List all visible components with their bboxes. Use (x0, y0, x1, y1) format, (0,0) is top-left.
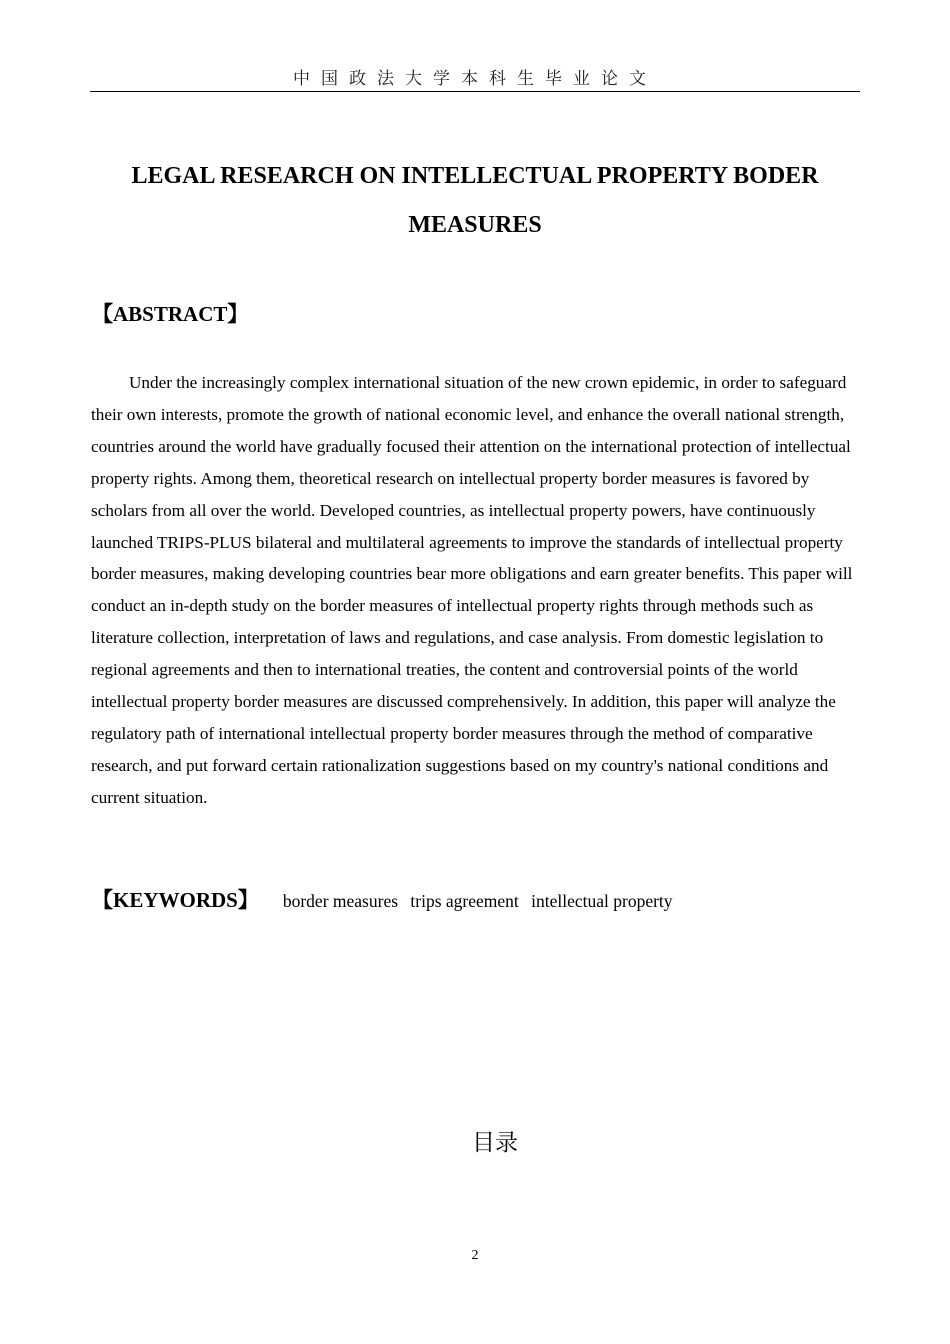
page-number: 2 (471, 1248, 479, 1263)
header-divider (90, 91, 860, 92)
running-header: 中国政法大学本科生毕业论文 (293, 69, 657, 89)
paper-title: LEGAL RESEARCH ON INTELLECTUAL PROPERTY BODER MEASURES (131, 163, 819, 238)
keywords-row (92, 886, 673, 915)
keywords-list (283, 887, 673, 915)
keywords-heading: 【KEYWORDS】 (92, 888, 259, 912)
abstract-heading: 【ABSTRACT】 (92, 302, 249, 326)
keyword: border measures (282, 891, 399, 911)
keyword: intellectual property (531, 891, 673, 911)
keyword: trips agreement (410, 891, 519, 911)
abstract-text: Under the increasingly complex international situation of the new crown epidemic, in order to safeguard their own interests, promote the growth of national economic level, and enhance the overall national strength, countries around the world have gradually focused their attention on the international protection of intellectual property rights. Among them, theoretical research on intellectual property border measures is favored by scholars from all over the world. Developed countries, as intellectual property powers, have continuously launched TRIPS-PLUS bilateral and multilateral agreements to improve the standards of intellectual property border measures, making developing countries bear more obligations and earn greater benefits. This paper will conduct an in-depth study on the border measures of intellectual property rights through methods such as literature collection, interpretation of laws and regulations, and case analysis. From domestic legislation to regional agreements and then to international treaties, the content and controversial points of the world intellectual property border measures are discussed comprehensively. In addition, this paper will analyze the regulatory path of international intellectual property border measures through the method of comparative research, and put forward certain rationalization suggestions based on my country's national conditions and current situation. (91, 373, 853, 807)
toc-heading: 目录 (472, 1130, 518, 1156)
